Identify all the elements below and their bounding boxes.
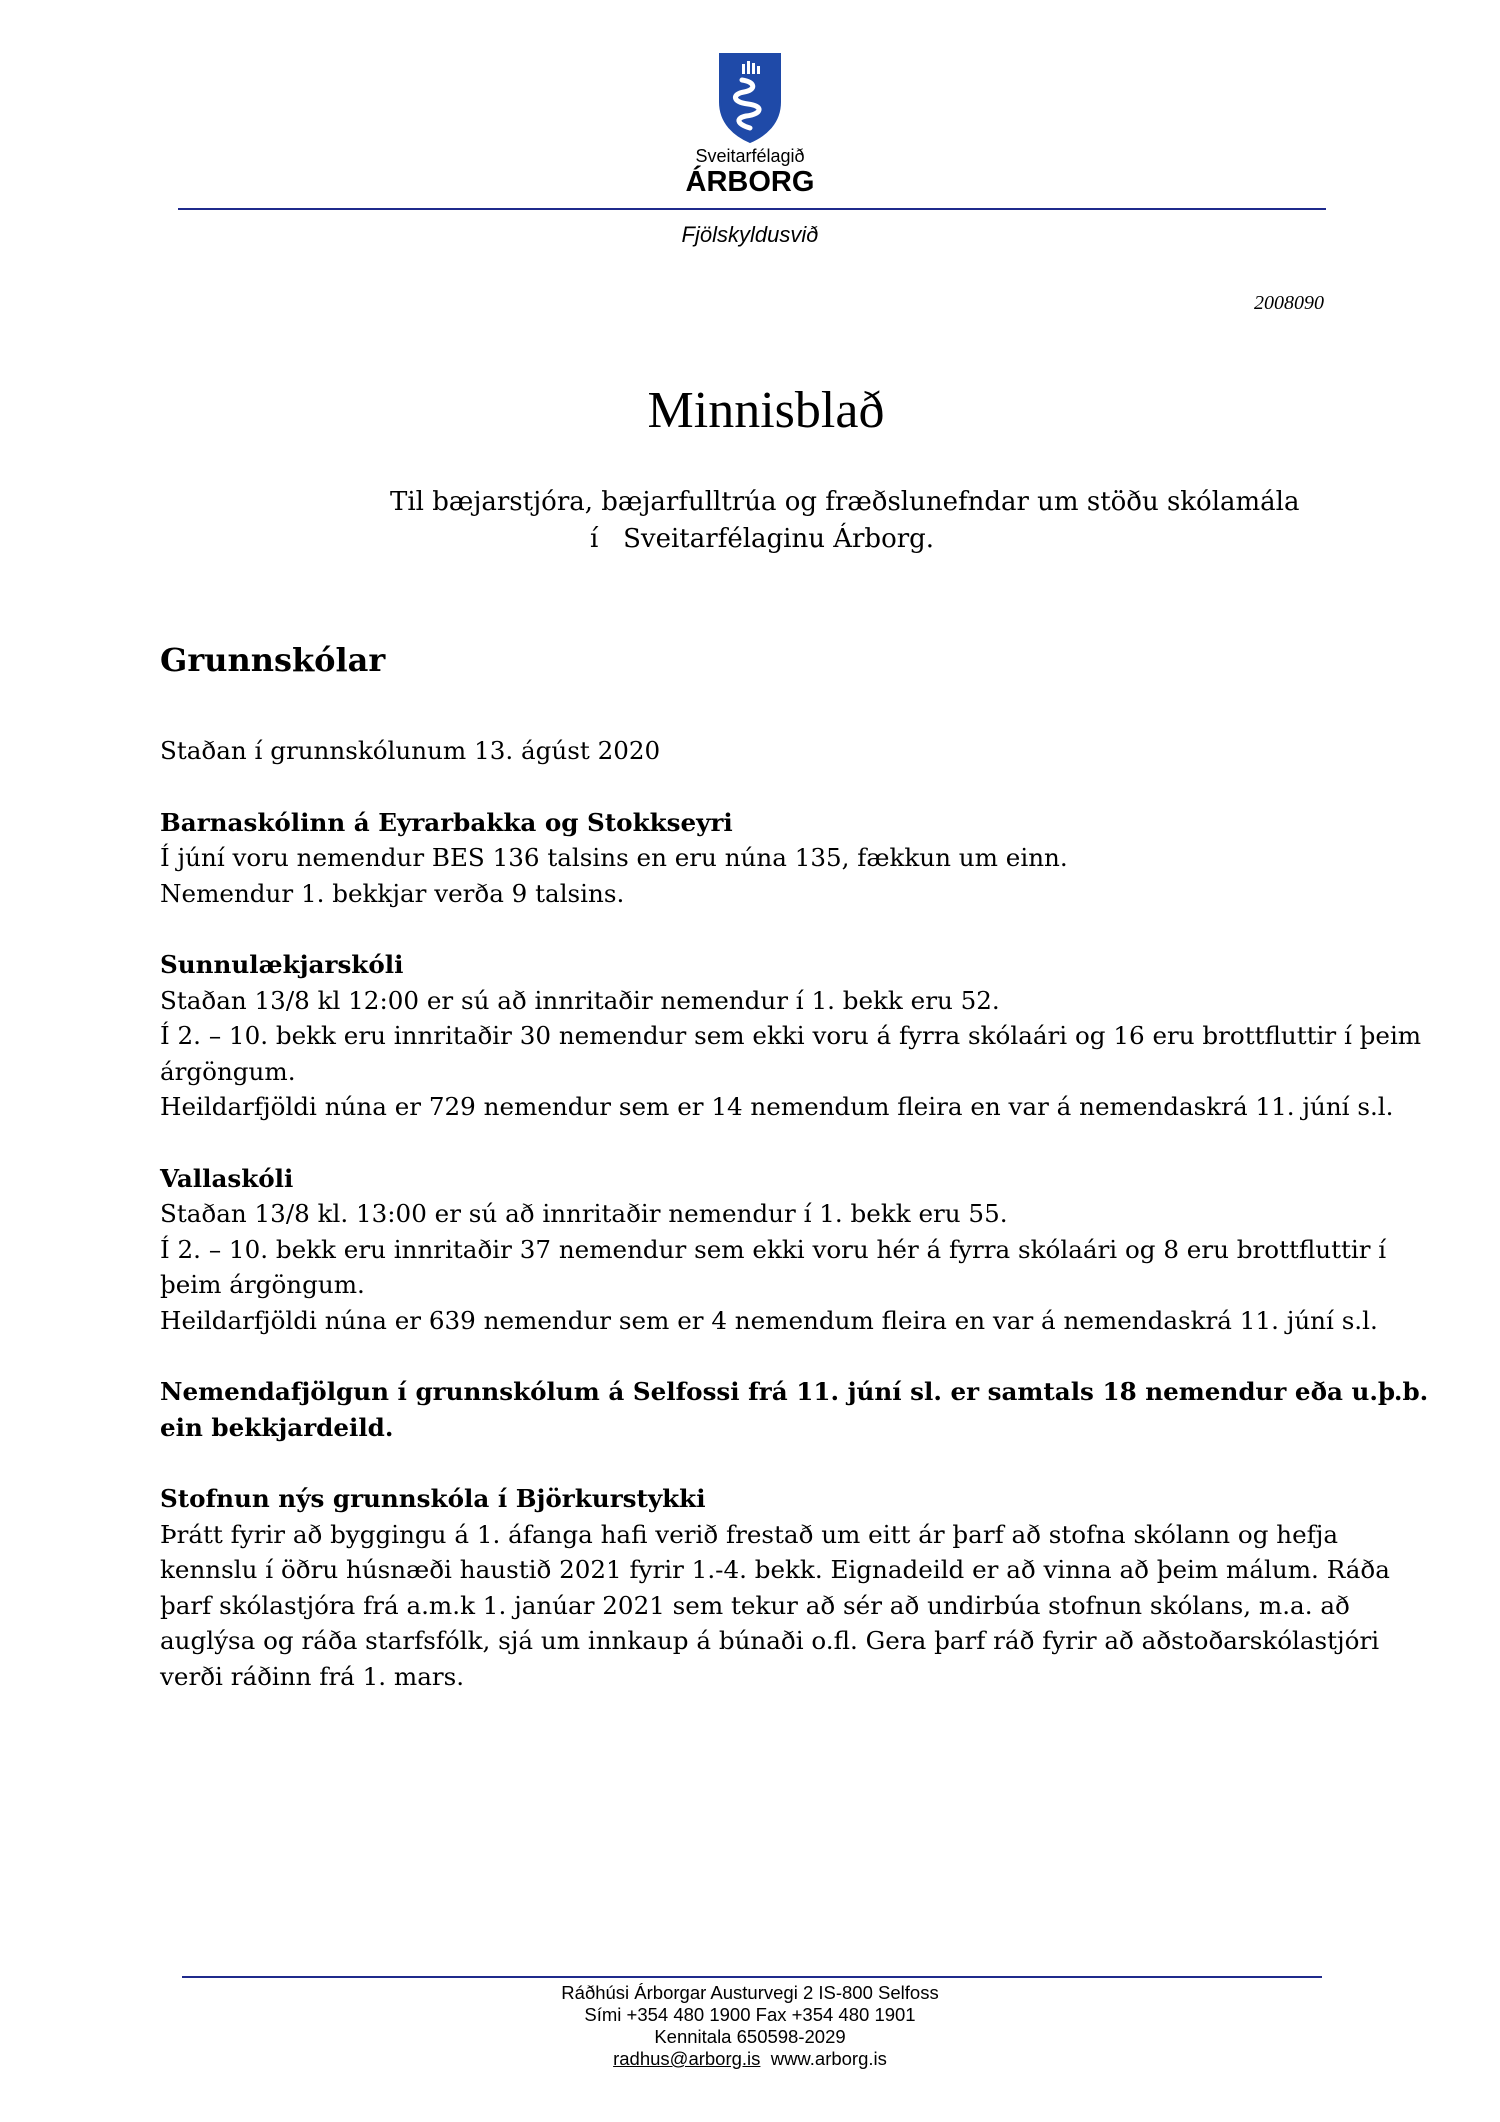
new-school-section [160, 1481, 1440, 1694]
paragraph-line: Heildarfjöldi núna er 639 nemendur sem er 4 nemendum fleira en var á nemendaskrá 11. júní s.l. [160, 1305, 1378, 1335]
reference-number: 2008090 [1254, 292, 1324, 314]
paragraph-line: Í 2. – 10. bekk eru innritaðir 30 nemendur sem ekki voru á fyrra skólaári og 16 eru brottfluttir í þeim árgöngum. [160, 1021, 1422, 1086]
document-body [160, 640, 1440, 1694]
email-link[interactable]: radhus@arborg.is [613, 2048, 761, 2069]
memo-intro [390, 484, 1300, 558]
summary-note: Nemendafjölgun í grunnskólum á Selfossi frá 11. júní sl. er samtals 18 nemendur eða u.þ.b. ein bekkjardeild. [160, 1377, 1429, 1442]
website-link[interactable]: www.arborg.is [770, 2048, 887, 2069]
school-title: Sunnulækjarskóli [160, 950, 404, 979]
new-school-title: Stofnun nýs grunnskóla í Björkurstykki [160, 1484, 706, 1513]
paragraph-line: Staðan 13/8 kl 12:00 er sú að innritaðir nemendur í 1. bekk eru 52. [160, 985, 1000, 1015]
footer [0, 1982, 1500, 2070]
paragraph-line: Í júní voru nemendur BES 136 talsins en eru núna 135, fækkun um einn. [160, 843, 1068, 872]
footer-divider [182, 1976, 1322, 1978]
memo-intro-line: í Sveitarfélaginu Árborg. [590, 524, 935, 554]
header-divider [178, 208, 1326, 210]
org-name-prefix: Sveitarfélagið [695, 146, 805, 166]
school-section [160, 947, 1440, 1125]
footer-address: Ráðhúsi Árborgar Austurvegi 2 IS-800 Selfoss [561, 1982, 939, 2003]
memo-intro-line: Til bæjarstjóra, bæjarfulltrúa og fræðslunefndar um stöðu skólamála [390, 487, 1300, 517]
school-title: Barnaskólinn á Eyrarbakka og Stokkseyri [160, 807, 733, 837]
arborg-coat-of-arms-logo [718, 52, 782, 144]
paragraph-line: Nemendur 1. bekkjar verða 9 talsins. [160, 878, 625, 908]
school-section [160, 1161, 1440, 1339]
footer-contact [0, 2048, 1500, 2070]
footer-id: Kennitala 650598-2029 [654, 2026, 846, 2047]
footer-phone: Sími +354 480 1900 Fax +354 480 1901 [584, 2004, 916, 2025]
school-title: Vallaskóli [160, 1163, 294, 1193]
school-section [160, 805, 1440, 912]
status-line: Staðan í grunnskólunum 13. ágúst 2020 [160, 736, 661, 765]
paragraph-line: Staðan 13/8 kl. 13:00 er sú að innritaðir nemendur í 1. bekk eru 55. [160, 1199, 1008, 1228]
new-school-text: Þrátt fyrir að byggingu á 1. áfanga hafi verið frestað um eitt ár þarf að stofna skólann og hefja kennslu í öðru húsnæði haustið 2021 fyrir 1.-4. bekk. Eignadeild er að vinna að þeim málum. Ráða þarf skólastjóra frá a.m.k 1. janúar 2021 sem tekur að sér að undirbúa stofnun skólans, m.a. að auglýsa og ráða starfsfólk, sjá um innkaup á búnaði o.fl. Gera þarf ráð fyrir að aðstoðarskólastjóri verði ráðinn frá 1. mars. [160, 1519, 1390, 1691]
division-name: Fjölskyldusvið [681, 222, 819, 247]
paragraph-line: Heildarfjöldi núna er 729 nemendur sem er 14 nemendum fleira en var á nemendaskrá 11. júní s.l. [160, 1092, 1394, 1121]
document-title: Minnisblað [647, 382, 885, 439]
paragraph-line: Í 2. – 10. bekk eru innritaðir 37 nemendur sem ekki voru hér á fyrra skólaári og 8 eru brottfluttir í þeim árgöngum. [160, 1234, 1387, 1299]
org-name: ÁRBORG [685, 166, 815, 198]
section-heading: Grunnskólar [160, 641, 386, 679]
